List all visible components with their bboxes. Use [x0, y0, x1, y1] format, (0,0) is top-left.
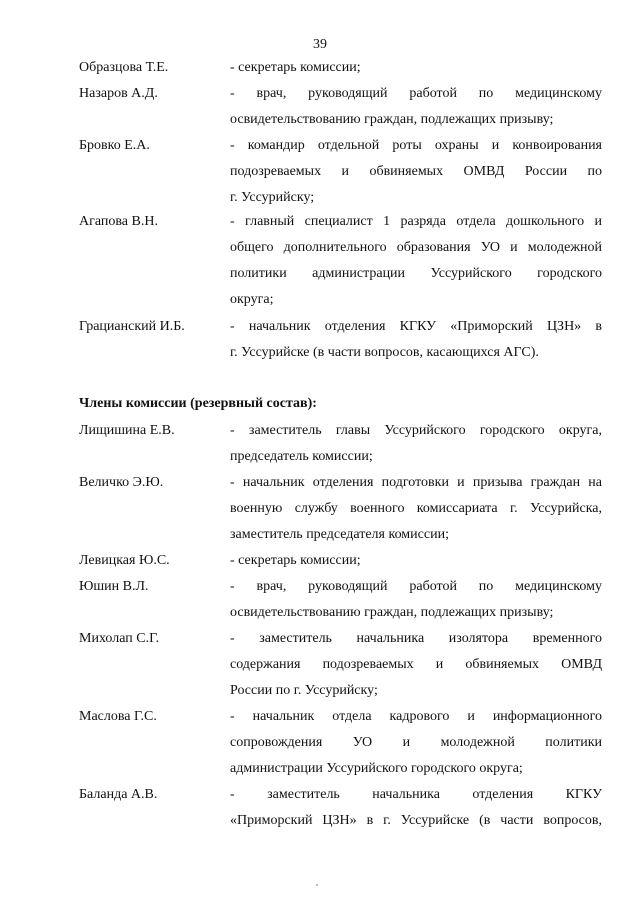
role-line: - начальник отделения подготовки и призыва граждан на — [230, 475, 602, 490]
section-heading: Члены комиссии (резервный состав): — [79, 396, 317, 411]
role-line: - врач, руководящий работой по медицинскому — [230, 579, 602, 594]
role-line: - заместитель начальника изолятора временного — [230, 631, 602, 646]
role-line: - командир отдельной роты охраны и конвоирования — [230, 138, 602, 153]
role-line: политики администрации Уссурийского городского — [230, 266, 602, 281]
role-line: - главный специалист 1 разряда отдела дошкольного и — [230, 214, 602, 229]
member-name: Баланда А.В. — [79, 787, 158, 802]
member-role — [230, 470, 602, 548]
role-line: заместитель председателя комиссии; — [230, 527, 449, 542]
role-line: подозреваемых и обвиняемых ОМВД России по — [230, 164, 602, 179]
member-role — [230, 574, 602, 626]
member-name: Образцова Т.Е. — [79, 60, 169, 75]
role-line: округа; — [230, 292, 274, 307]
member-role — [230, 704, 602, 782]
role-line: военную службу военного комиссариата г. Уссурийска, — [230, 501, 602, 516]
role-line: - секретарь комиссии; — [230, 553, 361, 568]
member-role — [230, 133, 602, 211]
member-role — [230, 418, 602, 470]
role-line: сопровождения УО и молодежной политики — [230, 735, 602, 750]
member-name: Агапова В.Н. — [79, 214, 158, 229]
role-line: председатель комиссии; — [230, 449, 373, 464]
role-line: - заместитель главы Уссурийского городского округа, — [230, 423, 602, 438]
role-line: содержания подозреваемых и обвиняемых ОМВД — [230, 657, 602, 672]
scan-speck — [316, 884, 318, 886]
role-line: России по г. Уссурийску; — [230, 683, 378, 698]
member-role — [230, 209, 602, 313]
page-number: 39 — [313, 37, 327, 52]
role-line: - заместитель начальника отделения КГКУ — [230, 787, 602, 802]
member-name: Левицкая Ю.С. — [79, 553, 170, 568]
role-line: освидетельствованию граждан, подлежащих призыву; — [230, 605, 554, 620]
role-line: - врач, руководящий работой по медицинскому — [230, 86, 602, 101]
member-role — [230, 314, 602, 366]
member-role — [230, 55, 602, 81]
member-role — [230, 626, 602, 704]
member-name: Маслова Г.С. — [79, 709, 157, 724]
role-line: - секретарь комиссии; — [230, 60, 361, 75]
role-line: освидетельствованию граждан, подлежащих призыву; — [230, 112, 554, 127]
member-name: Бровко Е.А. — [79, 138, 150, 153]
member-role — [230, 782, 602, 834]
member-name: Величко Э.Ю. — [79, 475, 164, 490]
member-name: Юшин В.Л. — [79, 579, 149, 594]
role-line: «Приморский ЦЗН» в г. Уссурийске (в части вопросов, — [230, 813, 602, 828]
role-line: общего дополнительного образования УО и молодежной — [230, 240, 602, 255]
member-name: Михолап С.Г. — [79, 631, 160, 646]
member-name: Грацианский И.Б. — [79, 319, 185, 334]
role-line: - начальник отдела кадрового и информационного — [230, 709, 602, 724]
member-name: Назаров А.Д. — [79, 86, 158, 101]
role-line: г. Уссурийску; — [230, 190, 315, 205]
member-role — [230, 548, 602, 574]
role-line: - начальник отделения КГКУ «Приморский ЦЗН» в — [230, 319, 602, 334]
member-role — [230, 81, 602, 133]
member-name: Лищишина Е.В. — [79, 423, 175, 438]
role-line: г. Уссурийске (в части вопросов, касающихся АГС). — [230, 345, 539, 360]
role-line: администрации Уссурийского городского округа; — [230, 761, 523, 776]
